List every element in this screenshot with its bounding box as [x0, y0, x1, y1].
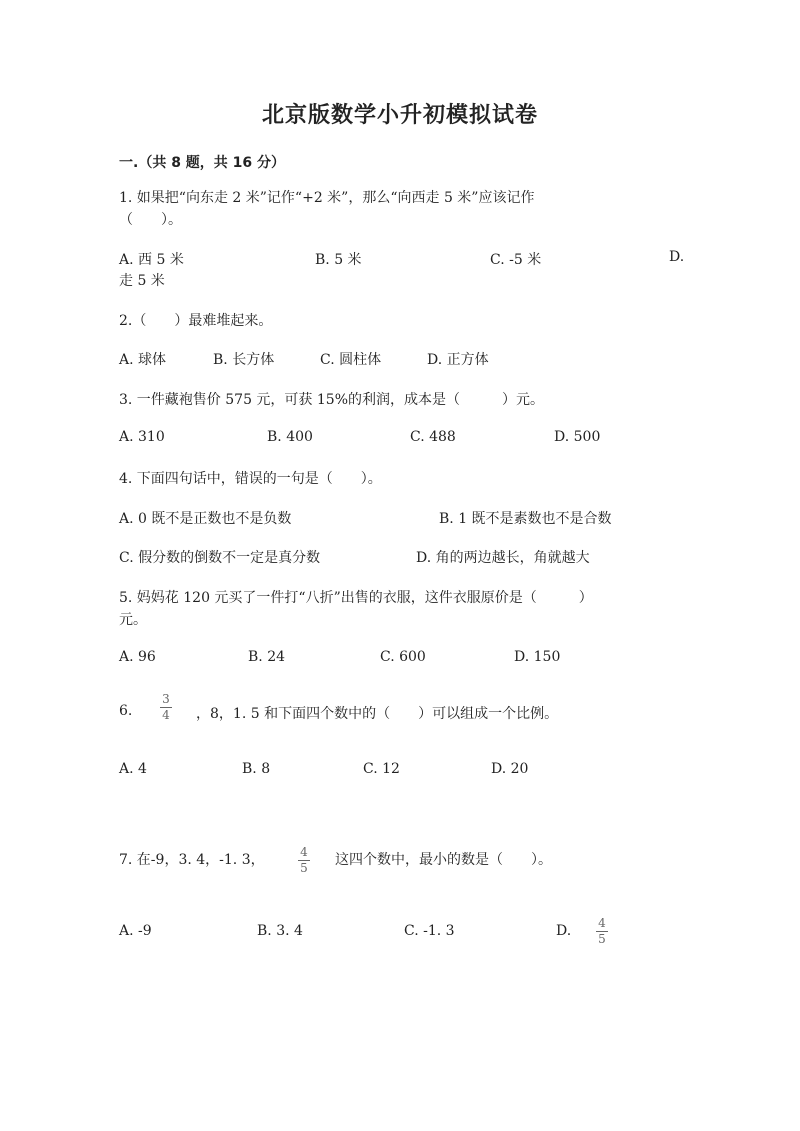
q1-option-d-wrap: 走 5 米 — [119, 273, 165, 289]
section-heading: 一.（共 8 题，共 16 分） — [119, 155, 286, 171]
q7-option-c: C. -1. 3 — [404, 923, 455, 939]
q6-option-c: C. 12 — [363, 761, 400, 777]
q3-option-b: B. 400 — [267, 429, 313, 445]
q2-option-d: D. 正方体 — [427, 352, 489, 368]
q2-option-b: B. 长方体 — [213, 352, 275, 368]
question-6-text: ，8，1. 5 和下面四个数中的（ ）可以组成一个比例。 — [196, 706, 559, 722]
q4-option-c: C. 假分数的倒数不一定是真分数 — [119, 550, 321, 566]
q3-option-d: D. 500 — [554, 429, 601, 445]
q7-option-d: D. — [556, 923, 572, 939]
q6-option-d: D. 20 — [491, 761, 529, 777]
fraction-numerator: 4 — [300, 845, 308, 859]
question-7-text-after: 这四个数中，最小的数是（ ）。 — [335, 852, 552, 868]
q1-option-c: C. -5 米 — [490, 252, 542, 268]
q1-option-d: D. — [669, 249, 685, 265]
q3-option-a: A. 310 — [119, 429, 165, 445]
question-7-text: 7. 在-9，3. 4，-1. 3， — [119, 852, 265, 868]
question-6-number: 6. — [119, 703, 133, 719]
question-2-text: 2.（ ）最难堆起来。 — [119, 313, 273, 329]
fraction-denominator: 4 — [162, 708, 170, 722]
page-title: 北京版数学小升初模拟试卷 — [261, 103, 538, 128]
q5-option-b: B. 24 — [248, 649, 286, 665]
q7-option-d-fraction — [596, 917, 608, 946]
fraction-numerator: 4 — [598, 916, 606, 930]
q4-option-d: D. 角的两边越长，角就越大 — [416, 550, 590, 566]
q6-option-b: B. 8 — [242, 761, 271, 777]
q7-option-b: B. 3. 4 — [257, 923, 303, 939]
question-1-text-wrap: （ ）。 — [119, 212, 182, 228]
question-5-text: 5. 妈妈花 120 元买了一件打“八折”出售的衣服，这件衣服原价是（ ） — [119, 590, 593, 606]
question-3-text: 3. 一件藏袍售价 575 元，可获 15%的利润，成本是（ ）元。 — [119, 392, 544, 408]
q5-option-c: C. 600 — [380, 649, 426, 665]
q4-option-a: A. 0 既不是正数也不是负数 — [119, 511, 292, 527]
q5-option-d: D. 150 — [514, 649, 561, 665]
q3-option-c: C. 488 — [410, 429, 456, 445]
fraction-numerator: 3 — [162, 692, 170, 706]
question-1-text: 1. 如果把“向东走 2 米”记作“+2 米”，那么“向西走 5 米”应该记作 — [119, 190, 535, 206]
q5-option-a: A. 96 — [119, 649, 156, 665]
q7-option-a: A. -9 — [119, 923, 152, 939]
q1-option-b: B. 5 米 — [315, 252, 362, 268]
fraction-denominator: 5 — [300, 861, 308, 875]
q2-option-a: A. 球体 — [119, 352, 167, 368]
q1-option-a: A. 西 5 米 — [119, 252, 184, 268]
question-4-text: 4. 下面四句话中，错误的一句是（ ）。 — [119, 471, 382, 487]
q6-option-a: A. 4 — [119, 761, 147, 777]
question-6-fraction — [160, 693, 172, 722]
question-7-fraction — [298, 846, 310, 875]
question-5-text-wrap: 元。 — [119, 612, 147, 628]
fraction-denominator: 5 — [598, 932, 606, 946]
q2-option-c: C. 圆柱体 — [320, 352, 382, 368]
q4-option-b: B. 1 既不是素数也不是合数 — [439, 511, 612, 527]
